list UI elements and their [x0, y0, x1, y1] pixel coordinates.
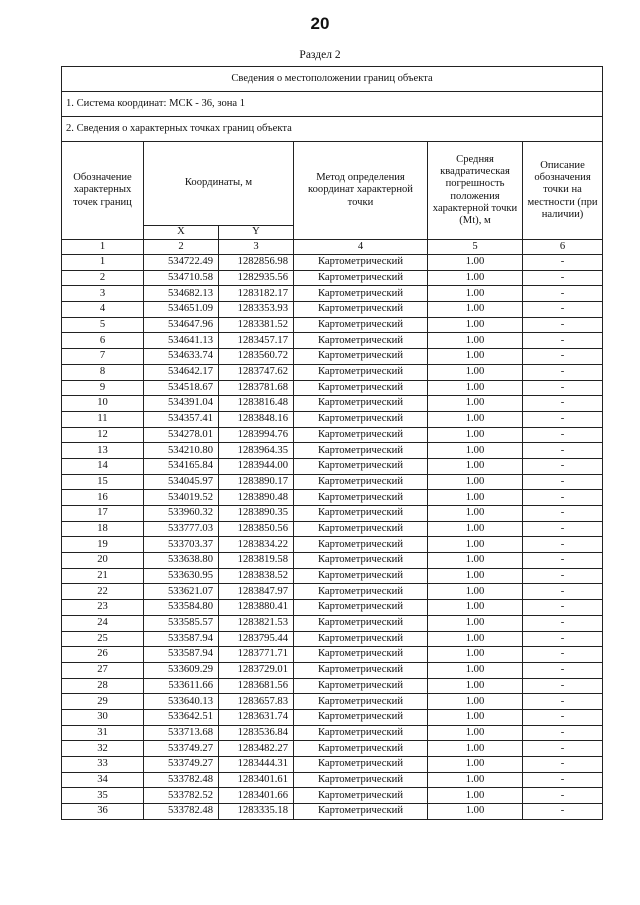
column-header-designation: Обозначение характерных точек границ — [62, 142, 144, 240]
x-coordinate-cell: 533642.51 — [144, 709, 219, 725]
point-number-cell: 13 — [62, 443, 144, 459]
method-cell: Картометрический — [294, 631, 428, 647]
y-coordinate-cell: 1283848.16 — [219, 411, 294, 427]
table-row — [62, 474, 603, 490]
y-coordinate-cell: 1283482.27 — [219, 741, 294, 757]
x-coordinate-cell: 534682.13 — [144, 286, 219, 302]
y-coordinate-cell: 1283838.52 — [219, 568, 294, 584]
x-coordinate-cell: 534210.80 — [144, 443, 219, 459]
point-number-cell: 36 — [62, 804, 144, 820]
point-number-cell: 29 — [62, 694, 144, 710]
description-cell: - — [523, 506, 603, 522]
table-row — [62, 443, 603, 459]
x-coordinate-cell: 533587.94 — [144, 647, 219, 663]
table-row — [62, 568, 603, 584]
table-row — [62, 537, 603, 553]
precision-cell: 1.00 — [428, 333, 523, 349]
column-header-x: X — [144, 226, 219, 240]
method-cell: Картометрический — [294, 255, 428, 271]
method-cell: Картометрический — [294, 615, 428, 631]
description-cell: - — [523, 270, 603, 286]
x-coordinate-cell: 534633.74 — [144, 349, 219, 365]
precision-cell: 1.00 — [428, 427, 523, 443]
description-cell: - — [523, 584, 603, 600]
precision-cell: 1.00 — [428, 757, 523, 773]
description-cell: - — [523, 757, 603, 773]
point-number-cell: 11 — [62, 411, 144, 427]
description-cell: - — [523, 317, 603, 333]
description-cell: - — [523, 443, 603, 459]
point-number-cell: 19 — [62, 537, 144, 553]
method-cell: Картометрический — [294, 772, 428, 788]
x-coordinate-cell: 533749.27 — [144, 741, 219, 757]
precision-cell: 1.00 — [428, 772, 523, 788]
point-number-cell: 17 — [62, 506, 144, 522]
table-row — [62, 804, 603, 820]
x-coordinate-cell: 533585.57 — [144, 615, 219, 631]
point-number-cell: 12 — [62, 427, 144, 443]
y-coordinate-cell: 1283747.62 — [219, 364, 294, 380]
method-cell: Картометрический — [294, 443, 428, 459]
precision-cell: 1.00 — [428, 286, 523, 302]
point-number-cell: 22 — [62, 584, 144, 600]
precision-cell: 1.00 — [428, 741, 523, 757]
y-coordinate-cell: 1283890.35 — [219, 506, 294, 522]
method-cell: Картометрический — [294, 270, 428, 286]
precision-cell: 1.00 — [428, 396, 523, 412]
point-number-cell: 33 — [62, 757, 144, 773]
point-number-cell: 34 — [62, 772, 144, 788]
method-cell: Картометрический — [294, 427, 428, 443]
point-number-cell: 18 — [62, 521, 144, 537]
table-row — [62, 647, 603, 663]
point-number-cell: 7 — [62, 349, 144, 365]
description-cell: - — [523, 286, 603, 302]
method-cell: Картометрический — [294, 709, 428, 725]
x-coordinate-cell: 534647.96 — [144, 317, 219, 333]
method-cell: Картометрический — [294, 694, 428, 710]
precision-cell: 1.00 — [428, 568, 523, 584]
description-cell: - — [523, 725, 603, 741]
method-cell: Картометрический — [294, 302, 428, 318]
x-coordinate-cell: 533782.48 — [144, 772, 219, 788]
table-row — [62, 788, 603, 804]
precision-cell: 1.00 — [428, 302, 523, 318]
x-coordinate-cell: 534165.84 — [144, 458, 219, 474]
x-coordinate-cell: 534391.04 — [144, 396, 219, 412]
x-coordinate-cell: 533609.29 — [144, 662, 219, 678]
table-row — [62, 757, 603, 773]
x-coordinate-cell: 534019.52 — [144, 490, 219, 506]
table-row — [62, 349, 603, 365]
x-coordinate-cell: 533587.94 — [144, 631, 219, 647]
x-coordinate-cell: 533713.68 — [144, 725, 219, 741]
method-cell: Картометрический — [294, 364, 428, 380]
method-cell: Картометрический — [294, 411, 428, 427]
y-coordinate-cell: 1283381.52 — [219, 317, 294, 333]
column-header-precision: Средняя квадратическая погрешность положения характерной точки (Mt), м — [428, 142, 523, 240]
description-cell: - — [523, 521, 603, 537]
y-coordinate-cell: 1283795.44 — [219, 631, 294, 647]
table-row — [62, 286, 603, 302]
page-number: 20 — [310, 14, 330, 33]
description-cell: - — [523, 349, 603, 365]
column-number: 2 — [144, 240, 219, 255]
point-number-cell: 23 — [62, 600, 144, 616]
precision-cell: 1.00 — [428, 255, 523, 271]
table-row — [62, 364, 603, 380]
description-cell: - — [523, 741, 603, 757]
y-coordinate-cell: 1283182.17 — [219, 286, 294, 302]
table-row — [62, 553, 603, 569]
description-cell: - — [523, 615, 603, 631]
x-coordinate-cell: 533960.32 — [144, 506, 219, 522]
y-coordinate-cell: 1283335.18 — [219, 804, 294, 820]
description-cell: - — [523, 804, 603, 820]
y-coordinate-cell: 1283560.72 — [219, 349, 294, 365]
description-cell: - — [523, 490, 603, 506]
table-row — [62, 584, 603, 600]
point-number-cell: 3 — [62, 286, 144, 302]
precision-cell: 1.00 — [428, 709, 523, 725]
point-number-cell: 28 — [62, 678, 144, 694]
y-coordinate-cell: 1283816.48 — [219, 396, 294, 412]
column-header-description: Описание обозначения точки на местности (при наличии) — [523, 142, 603, 240]
x-coordinate-cell: 533782.52 — [144, 788, 219, 804]
table-row — [62, 380, 603, 396]
precision-cell: 1.00 — [428, 804, 523, 820]
x-coordinate-cell: 533630.95 — [144, 568, 219, 584]
point-number-cell: 14 — [62, 458, 144, 474]
method-cell: Картометрический — [294, 662, 428, 678]
precision-cell: 1.00 — [428, 600, 523, 616]
method-cell: Картометрический — [294, 757, 428, 773]
table-row — [62, 302, 603, 318]
point-number-cell: 25 — [62, 631, 144, 647]
method-cell: Картометрический — [294, 537, 428, 553]
x-coordinate-cell: 533584.80 — [144, 600, 219, 616]
x-coordinate-cell: 534642.17 — [144, 364, 219, 380]
method-cell: Картометрический — [294, 600, 428, 616]
point-number-cell: 26 — [62, 647, 144, 663]
y-coordinate-cell: 1283457.17 — [219, 333, 294, 349]
table-title: Сведения о местоположении границ объекта — [62, 67, 603, 92]
method-cell: Картометрический — [294, 678, 428, 694]
x-coordinate-cell: 533782.48 — [144, 804, 219, 820]
method-cell: Картометрический — [294, 380, 428, 396]
precision-cell: 1.00 — [428, 474, 523, 490]
method-cell: Картометрический — [294, 584, 428, 600]
description-cell: - — [523, 474, 603, 490]
y-coordinate-cell: 1283847.97 — [219, 584, 294, 600]
precision-cell: 1.00 — [428, 725, 523, 741]
boundary-points-table — [61, 66, 603, 820]
method-cell: Картометрический — [294, 804, 428, 820]
table-row — [62, 490, 603, 506]
x-coordinate-cell: 533621.07 — [144, 584, 219, 600]
point-number-cell: 20 — [62, 553, 144, 569]
y-coordinate-cell: 1283880.41 — [219, 600, 294, 616]
table-row — [62, 772, 603, 788]
method-cell: Картометрический — [294, 317, 428, 333]
table-row — [62, 506, 603, 522]
column-number: 5 — [428, 240, 523, 255]
point-number-cell: 21 — [62, 568, 144, 584]
y-coordinate-cell: 1283819.58 — [219, 553, 294, 569]
method-cell: Картометрический — [294, 568, 428, 584]
y-coordinate-cell: 1283401.66 — [219, 788, 294, 804]
precision-cell: 1.00 — [428, 458, 523, 474]
x-coordinate-cell: 534518.67 — [144, 380, 219, 396]
column-number: 6 — [523, 240, 603, 255]
precision-cell: 1.00 — [428, 537, 523, 553]
description-cell: - — [523, 772, 603, 788]
y-coordinate-cell: 1283834.22 — [219, 537, 294, 553]
column-number: 4 — [294, 240, 428, 255]
precision-cell: 1.00 — [428, 678, 523, 694]
table-row — [62, 396, 603, 412]
table-row — [62, 521, 603, 537]
y-coordinate-cell: 1283890.48 — [219, 490, 294, 506]
description-cell: - — [523, 788, 603, 804]
coordinate-system: 1. Система координат: МСК - 36, зона 1 — [62, 92, 603, 117]
precision-cell: 1.00 — [428, 443, 523, 459]
x-coordinate-cell: 533638.80 — [144, 553, 219, 569]
y-coordinate-cell: 1283964.35 — [219, 443, 294, 459]
precision-cell: 1.00 — [428, 490, 523, 506]
description-cell: - — [523, 255, 603, 271]
y-coordinate-cell: 1283401.61 — [219, 772, 294, 788]
method-cell: Картометрический — [294, 349, 428, 365]
table-row — [62, 615, 603, 631]
method-cell: Картометрический — [294, 286, 428, 302]
description-cell: - — [523, 709, 603, 725]
point-number-cell: 10 — [62, 396, 144, 412]
point-number-cell: 15 — [62, 474, 144, 490]
y-coordinate-cell: 1283821.53 — [219, 615, 294, 631]
table-row — [62, 458, 603, 474]
x-coordinate-cell: 534722.49 — [144, 255, 219, 271]
x-coordinate-cell: 534045.97 — [144, 474, 219, 490]
description-cell: - — [523, 380, 603, 396]
y-coordinate-cell: 1282935.56 — [219, 270, 294, 286]
table-row — [62, 333, 603, 349]
table-row — [62, 678, 603, 694]
description-cell: - — [523, 396, 603, 412]
table-row — [62, 709, 603, 725]
table-row — [62, 600, 603, 616]
table-row — [62, 270, 603, 286]
x-coordinate-cell: 533703.37 — [144, 537, 219, 553]
method-cell: Картометрический — [294, 506, 428, 522]
precision-cell: 1.00 — [428, 788, 523, 804]
column-numbers-row — [62, 240, 603, 255]
description-cell: - — [523, 537, 603, 553]
point-number-cell: 5 — [62, 317, 144, 333]
point-number-cell: 9 — [62, 380, 144, 396]
table-row — [62, 662, 603, 678]
method-cell: Картометрический — [294, 553, 428, 569]
method-cell: Картометрический — [294, 396, 428, 412]
y-coordinate-cell: 1283444.31 — [219, 757, 294, 773]
point-number-cell: 16 — [62, 490, 144, 506]
method-cell: Картометрический — [294, 647, 428, 663]
precision-cell: 1.00 — [428, 411, 523, 427]
column-number: 3 — [219, 240, 294, 255]
y-coordinate-cell: 1283994.76 — [219, 427, 294, 443]
point-number-cell: 4 — [62, 302, 144, 318]
y-coordinate-cell: 1283781.68 — [219, 380, 294, 396]
y-coordinate-cell: 1283890.17 — [219, 474, 294, 490]
point-number-cell: 35 — [62, 788, 144, 804]
table-row — [62, 725, 603, 741]
point-number-cell: 8 — [62, 364, 144, 380]
y-coordinate-cell: 1283771.71 — [219, 647, 294, 663]
y-coordinate-cell: 1283681.56 — [219, 678, 294, 694]
x-coordinate-cell: 533611.66 — [144, 678, 219, 694]
x-coordinate-cell: 534357.41 — [144, 411, 219, 427]
description-cell: - — [523, 333, 603, 349]
description-cell: - — [523, 411, 603, 427]
method-cell: Картометрический — [294, 725, 428, 741]
precision-cell: 1.00 — [428, 662, 523, 678]
point-number-cell: 32 — [62, 741, 144, 757]
precision-cell: 1.00 — [428, 380, 523, 396]
method-cell: Картометрический — [294, 333, 428, 349]
precision-cell: 1.00 — [428, 349, 523, 365]
y-coordinate-cell: 1283944.00 — [219, 458, 294, 474]
table-row — [62, 631, 603, 647]
method-cell: Картометрический — [294, 490, 428, 506]
description-cell: - — [523, 647, 603, 663]
column-header-y: Y — [219, 226, 294, 240]
x-coordinate-cell: 534641.13 — [144, 333, 219, 349]
table-row — [62, 694, 603, 710]
description-cell: - — [523, 631, 603, 647]
description-cell: - — [523, 364, 603, 380]
precision-cell: 1.00 — [428, 364, 523, 380]
table-row — [62, 411, 603, 427]
column-header-coordinates: Координаты, м — [144, 142, 294, 226]
description-cell: - — [523, 458, 603, 474]
x-coordinate-cell: 533777.03 — [144, 521, 219, 537]
table-row — [62, 255, 603, 271]
point-number-cell: 2 — [62, 270, 144, 286]
method-cell: Картометрический — [294, 741, 428, 757]
table-row — [62, 317, 603, 333]
x-coordinate-cell: 534710.58 — [144, 270, 219, 286]
y-coordinate-cell: 1283631.74 — [219, 709, 294, 725]
precision-cell: 1.00 — [428, 631, 523, 647]
method-cell: Картометрический — [294, 474, 428, 490]
section-title: Раздел 2 — [299, 49, 341, 61]
description-cell: - — [523, 302, 603, 318]
precision-cell: 1.00 — [428, 553, 523, 569]
x-coordinate-cell: 534651.09 — [144, 302, 219, 318]
precision-cell: 1.00 — [428, 694, 523, 710]
description-cell: - — [523, 600, 603, 616]
precision-cell: 1.00 — [428, 270, 523, 286]
point-number-cell: 31 — [62, 725, 144, 741]
description-cell: - — [523, 678, 603, 694]
y-coordinate-cell: 1283657.83 — [219, 694, 294, 710]
precision-cell: 1.00 — [428, 615, 523, 631]
y-coordinate-cell: 1283353.93 — [219, 302, 294, 318]
point-number-cell: 24 — [62, 615, 144, 631]
description-cell: - — [523, 568, 603, 584]
precision-cell: 1.00 — [428, 647, 523, 663]
point-number-cell: 1 — [62, 255, 144, 271]
table-row — [62, 427, 603, 443]
precision-cell: 1.00 — [428, 317, 523, 333]
y-coordinate-cell: 1283536.84 — [219, 725, 294, 741]
description-cell: - — [523, 662, 603, 678]
point-number-cell: 6 — [62, 333, 144, 349]
x-coordinate-cell: 533640.13 — [144, 694, 219, 710]
method-cell: Картометрический — [294, 521, 428, 537]
description-cell: - — [523, 553, 603, 569]
x-coordinate-cell: 533749.27 — [144, 757, 219, 773]
x-coordinate-cell: 534278.01 — [144, 427, 219, 443]
precision-cell: 1.00 — [428, 584, 523, 600]
y-coordinate-cell: 1283850.56 — [219, 521, 294, 537]
description-cell: - — [523, 427, 603, 443]
column-number: 1 — [62, 240, 144, 255]
column-header-method: Метод определения координат характерной точки — [294, 142, 428, 240]
precision-cell: 1.00 — [428, 506, 523, 522]
point-number-cell: 27 — [62, 662, 144, 678]
method-cell: Картометрический — [294, 788, 428, 804]
y-coordinate-cell: 1283729.01 — [219, 662, 294, 678]
points-heading: 2. Сведения о характерных точках границ объекта — [62, 117, 603, 142]
point-number-cell: 30 — [62, 709, 144, 725]
description-cell: - — [523, 694, 603, 710]
method-cell: Картометрический — [294, 458, 428, 474]
precision-cell: 1.00 — [428, 521, 523, 537]
table-row — [62, 741, 603, 757]
y-coordinate-cell: 1282856.98 — [219, 255, 294, 271]
